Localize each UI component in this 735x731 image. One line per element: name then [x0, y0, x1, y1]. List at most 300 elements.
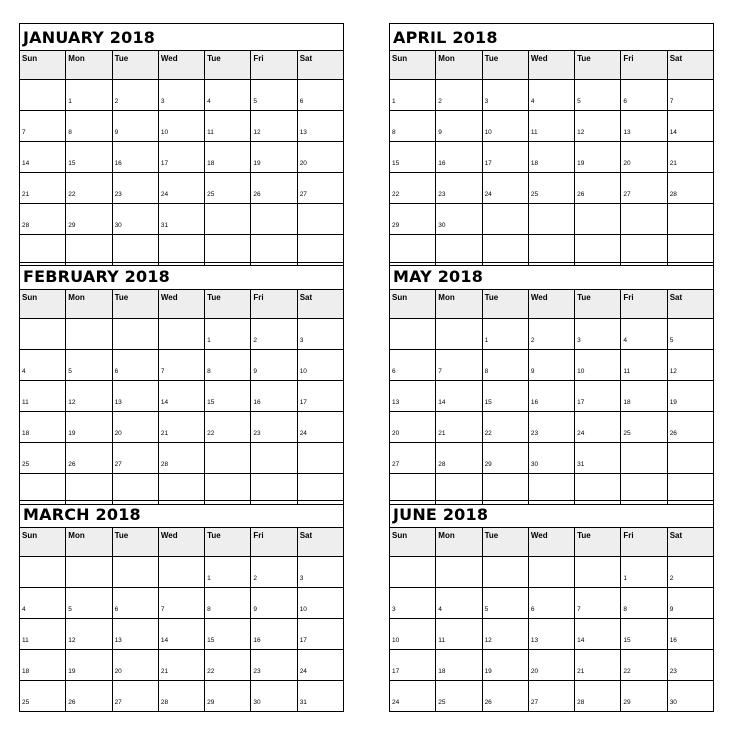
day-cell: 23 — [112, 173, 158, 204]
week-row — [20, 204, 344, 235]
weekday-header: Sun — [390, 51, 436, 80]
day-cell — [621, 443, 667, 474]
week-row — [390, 204, 714, 235]
day-cell — [575, 235, 621, 266]
day-cell: 14 — [436, 381, 482, 412]
day-cell: 19 — [575, 142, 621, 173]
weekday-header: Wed — [528, 528, 574, 557]
day-cell — [667, 443, 713, 474]
day-cell: 25 — [20, 443, 66, 474]
day-cell: 22 — [205, 650, 251, 681]
day-cell: 8 — [482, 350, 528, 381]
day-cell: 3 — [575, 319, 621, 350]
month-calendar — [19, 262, 344, 505]
week-row — [20, 235, 344, 266]
weekday-header: Tue — [112, 290, 158, 319]
weekday-header: Tue — [482, 290, 528, 319]
day-cell: 30 — [251, 681, 297, 712]
day-cell: 18 — [436, 650, 482, 681]
day-cell: 27 — [390, 443, 436, 474]
day-cell — [575, 204, 621, 235]
weekday-header: Sat — [297, 290, 343, 319]
week-row — [20, 650, 344, 681]
day-cell: 8 — [205, 350, 251, 381]
day-cell: 15 — [66, 142, 112, 173]
day-cell: 21 — [667, 142, 713, 173]
day-cell: 10 — [297, 350, 343, 381]
day-cell: 6 — [621, 80, 667, 111]
day-cell: 17 — [297, 619, 343, 650]
day-cell — [482, 235, 528, 266]
day-cell — [482, 204, 528, 235]
day-cell — [112, 557, 158, 588]
weekday-header: Sat — [297, 51, 343, 80]
weekday-header: Fri — [621, 51, 667, 80]
weekday-header: Fri — [251, 51, 297, 80]
month-calendar — [389, 262, 714, 505]
day-cell: 10 — [390, 619, 436, 650]
day-cell: 9 — [436, 111, 482, 142]
day-cell — [66, 319, 112, 350]
day-cell: 17 — [390, 650, 436, 681]
day-cell: 24 — [297, 412, 343, 443]
weekday-header: Sat — [667, 51, 713, 80]
day-cell: 30 — [528, 443, 574, 474]
weekday-header: Tue — [205, 290, 251, 319]
day-cell: 3 — [158, 80, 204, 111]
day-cell: 13 — [621, 111, 667, 142]
day-cell — [205, 443, 251, 474]
day-cell: 31 — [158, 204, 204, 235]
day-cell: 7 — [436, 350, 482, 381]
day-cell: 1 — [66, 80, 112, 111]
week-row — [390, 111, 714, 142]
day-cell: 3 — [390, 588, 436, 619]
day-cell: 18 — [20, 650, 66, 681]
weekday-header: Tue — [575, 51, 621, 80]
week-row — [20, 412, 344, 443]
day-cell: 13 — [112, 381, 158, 412]
day-cell: 10 — [158, 111, 204, 142]
week-row — [20, 142, 344, 173]
day-cell: 6 — [297, 80, 343, 111]
day-cell: 19 — [251, 142, 297, 173]
day-cell: 14 — [20, 142, 66, 173]
week-row — [390, 588, 714, 619]
day-cell — [251, 204, 297, 235]
day-cell: 25 — [528, 173, 574, 204]
day-cell: 26 — [66, 443, 112, 474]
day-cell: 19 — [667, 381, 713, 412]
day-cell: 18 — [528, 142, 574, 173]
week-row — [20, 619, 344, 650]
day-cell: 6 — [112, 588, 158, 619]
weekday-header: Fri — [621, 290, 667, 319]
day-cell — [205, 204, 251, 235]
day-cell: 16 — [112, 142, 158, 173]
day-cell: 22 — [621, 650, 667, 681]
day-cell: 13 — [112, 619, 158, 650]
day-cell: 2 — [528, 319, 574, 350]
day-cell: 29 — [390, 204, 436, 235]
day-cell — [66, 557, 112, 588]
day-cell: 8 — [66, 111, 112, 142]
day-cell: 4 — [436, 588, 482, 619]
day-cell: 9 — [112, 111, 158, 142]
weekday-header: Mon — [66, 290, 112, 319]
weekday-header: Mon — [66, 528, 112, 557]
week-row — [390, 80, 714, 111]
day-cell: 27 — [112, 443, 158, 474]
day-cell: 22 — [205, 412, 251, 443]
day-cell: 6 — [528, 588, 574, 619]
day-cell: 3 — [482, 80, 528, 111]
day-cell: 20 — [528, 650, 574, 681]
day-cell: 19 — [66, 650, 112, 681]
day-cell: 16 — [667, 619, 713, 650]
week-row — [390, 142, 714, 173]
day-cell: 10 — [575, 350, 621, 381]
day-cell — [436, 235, 482, 266]
day-cell — [621, 204, 667, 235]
day-cell: 30 — [112, 204, 158, 235]
day-cell — [528, 204, 574, 235]
day-cell: 9 — [251, 588, 297, 619]
day-cell — [528, 235, 574, 266]
day-cell — [482, 557, 528, 588]
weekday-header: Fri — [621, 528, 667, 557]
day-cell: 4 — [20, 588, 66, 619]
week-row — [20, 350, 344, 381]
day-cell: 3 — [297, 319, 343, 350]
day-cell: 31 — [297, 681, 343, 712]
week-row — [20, 443, 344, 474]
week-row — [20, 173, 344, 204]
day-cell: 12 — [482, 619, 528, 650]
day-cell: 23 — [251, 412, 297, 443]
day-cell: 5 — [667, 319, 713, 350]
day-cell: 28 — [158, 443, 204, 474]
weekday-header: Sun — [20, 290, 66, 319]
day-cell: 31 — [575, 443, 621, 474]
day-cell: 1 — [205, 557, 251, 588]
day-cell: 8 — [390, 111, 436, 142]
day-cell: 15 — [621, 619, 667, 650]
day-cell: 9 — [667, 588, 713, 619]
day-cell: 24 — [482, 173, 528, 204]
day-cell — [20, 319, 66, 350]
month-calendar — [19, 23, 344, 266]
weekday-header: Tue — [205, 528, 251, 557]
month-title: APRIL 2018 — [390, 24, 714, 51]
weekday-header: Sun — [20, 51, 66, 80]
day-cell — [112, 319, 158, 350]
day-cell: 1 — [205, 319, 251, 350]
week-row — [390, 173, 714, 204]
day-cell: 13 — [528, 619, 574, 650]
weekday-header: Mon — [436, 528, 482, 557]
day-cell: 21 — [575, 650, 621, 681]
day-cell: 23 — [667, 650, 713, 681]
day-cell: 11 — [205, 111, 251, 142]
day-cell: 28 — [667, 173, 713, 204]
day-cell: 4 — [621, 319, 667, 350]
week-row — [20, 111, 344, 142]
day-cell: 2 — [667, 557, 713, 588]
day-cell: 2 — [251, 319, 297, 350]
day-cell: 26 — [575, 173, 621, 204]
day-cell: 21 — [20, 173, 66, 204]
day-cell: 27 — [112, 681, 158, 712]
day-cell: 26 — [251, 173, 297, 204]
day-cell: 22 — [390, 173, 436, 204]
day-cell — [667, 235, 713, 266]
week-row — [390, 443, 714, 474]
day-cell: 17 — [297, 381, 343, 412]
day-cell — [20, 235, 66, 266]
week-row — [390, 650, 714, 681]
week-row — [20, 681, 344, 712]
day-cell: 27 — [621, 173, 667, 204]
weekday-header: Tue — [575, 290, 621, 319]
day-cell: 30 — [436, 204, 482, 235]
day-cell: 10 — [482, 111, 528, 142]
month-calendar — [389, 500, 714, 712]
week-row — [390, 319, 714, 350]
week-row — [390, 412, 714, 443]
week-row — [390, 619, 714, 650]
day-cell: 17 — [158, 142, 204, 173]
day-cell: 26 — [66, 681, 112, 712]
day-cell: 28 — [20, 204, 66, 235]
weekday-header: Tue — [575, 528, 621, 557]
day-cell: 10 — [297, 588, 343, 619]
weekday-header: Fri — [251, 528, 297, 557]
weekday-header: Wed — [528, 290, 574, 319]
day-cell: 21 — [436, 412, 482, 443]
day-cell: 26 — [482, 681, 528, 712]
day-cell: 6 — [390, 350, 436, 381]
week-row — [20, 381, 344, 412]
weekday-header: Wed — [528, 51, 574, 80]
day-cell: 5 — [66, 350, 112, 381]
weekday-header: Mon — [436, 290, 482, 319]
weekday-header: Sat — [667, 528, 713, 557]
day-cell: 4 — [20, 350, 66, 381]
day-cell: 7 — [158, 350, 204, 381]
day-cell: 15 — [482, 381, 528, 412]
day-cell — [158, 235, 204, 266]
day-cell: 14 — [158, 619, 204, 650]
day-cell — [436, 557, 482, 588]
week-row — [20, 319, 344, 350]
day-cell: 25 — [205, 173, 251, 204]
day-cell: 21 — [158, 412, 204, 443]
day-cell: 8 — [621, 588, 667, 619]
week-row — [20, 588, 344, 619]
day-cell: 17 — [482, 142, 528, 173]
day-cell: 6 — [112, 350, 158, 381]
day-cell: 20 — [112, 650, 158, 681]
weekday-header: Sun — [390, 290, 436, 319]
day-cell: 18 — [205, 142, 251, 173]
day-cell — [66, 235, 112, 266]
weekday-header: Wed — [158, 51, 204, 80]
day-cell: 20 — [390, 412, 436, 443]
day-cell: 29 — [205, 681, 251, 712]
day-cell — [575, 557, 621, 588]
day-cell: 11 — [20, 619, 66, 650]
day-cell: 11 — [436, 619, 482, 650]
day-cell: 23 — [436, 173, 482, 204]
day-cell: 4 — [205, 80, 251, 111]
day-cell: 5 — [482, 588, 528, 619]
day-cell: 20 — [297, 142, 343, 173]
day-cell — [251, 443, 297, 474]
day-cell: 5 — [251, 80, 297, 111]
day-cell: 5 — [66, 588, 112, 619]
day-cell — [20, 557, 66, 588]
day-cell: 18 — [621, 381, 667, 412]
day-cell: 16 — [251, 381, 297, 412]
week-row — [390, 681, 714, 712]
day-cell: 24 — [158, 173, 204, 204]
day-cell: 20 — [112, 412, 158, 443]
day-cell: 27 — [528, 681, 574, 712]
day-cell: 22 — [482, 412, 528, 443]
week-row — [20, 557, 344, 588]
day-cell — [158, 557, 204, 588]
weekday-header: Wed — [158, 528, 204, 557]
day-cell: 14 — [575, 619, 621, 650]
day-cell: 12 — [66, 619, 112, 650]
day-cell: 15 — [205, 619, 251, 650]
day-cell: 7 — [575, 588, 621, 619]
day-cell: 16 — [251, 619, 297, 650]
day-cell: 22 — [66, 173, 112, 204]
day-cell: 25 — [621, 412, 667, 443]
day-cell: 5 — [575, 80, 621, 111]
day-cell: 19 — [66, 412, 112, 443]
week-row — [20, 80, 344, 111]
day-cell: 23 — [251, 650, 297, 681]
month-title: MARCH 2018 — [20, 501, 344, 528]
month-title: MAY 2018 — [390, 263, 714, 290]
day-cell: 16 — [528, 381, 574, 412]
weekday-header: Tue — [482, 528, 528, 557]
day-cell: 28 — [575, 681, 621, 712]
week-row — [390, 235, 714, 266]
day-cell — [667, 204, 713, 235]
day-cell: 4 — [528, 80, 574, 111]
day-cell: 11 — [528, 111, 574, 142]
day-cell: 29 — [66, 204, 112, 235]
day-cell — [390, 557, 436, 588]
day-cell: 14 — [158, 381, 204, 412]
day-cell: 13 — [390, 381, 436, 412]
day-cell: 7 — [667, 80, 713, 111]
day-cell: 15 — [205, 381, 251, 412]
day-cell — [112, 235, 158, 266]
day-cell: 9 — [528, 350, 574, 381]
day-cell: 29 — [621, 681, 667, 712]
month-title: FEBRUARY 2018 — [20, 263, 344, 290]
day-cell: 2 — [251, 557, 297, 588]
day-cell — [436, 319, 482, 350]
day-cell: 25 — [20, 681, 66, 712]
day-cell: 13 — [297, 111, 343, 142]
day-cell: 11 — [621, 350, 667, 381]
day-cell: 27 — [297, 173, 343, 204]
day-cell: 9 — [251, 350, 297, 381]
weekday-header: Tue — [112, 51, 158, 80]
day-cell: 7 — [158, 588, 204, 619]
day-cell: 11 — [20, 381, 66, 412]
day-cell: 14 — [667, 111, 713, 142]
month-title: JANUARY 2018 — [20, 24, 344, 51]
day-cell — [297, 204, 343, 235]
day-cell — [297, 235, 343, 266]
day-cell: 28 — [436, 443, 482, 474]
day-cell: 25 — [436, 681, 482, 712]
weekday-header: Sun — [20, 528, 66, 557]
day-cell: 17 — [575, 381, 621, 412]
day-cell: 1 — [390, 80, 436, 111]
week-row — [390, 381, 714, 412]
day-cell: 18 — [20, 412, 66, 443]
day-cell: 12 — [575, 111, 621, 142]
day-cell: 28 — [158, 681, 204, 712]
weekday-header: Sun — [390, 528, 436, 557]
week-row — [390, 350, 714, 381]
day-cell — [158, 319, 204, 350]
day-cell — [621, 235, 667, 266]
month-title: JUNE 2018 — [390, 501, 714, 528]
day-cell: 1 — [621, 557, 667, 588]
weekday-header: Tue — [112, 528, 158, 557]
day-cell: 16 — [436, 142, 482, 173]
day-cell: 12 — [66, 381, 112, 412]
month-calendar — [389, 23, 714, 266]
day-cell — [297, 443, 343, 474]
day-cell — [528, 557, 574, 588]
day-cell: 15 — [390, 142, 436, 173]
weekday-header: Mon — [66, 51, 112, 80]
day-cell: 12 — [667, 350, 713, 381]
weekday-header: Sat — [667, 290, 713, 319]
day-cell — [251, 235, 297, 266]
weekday-header: Tue — [205, 51, 251, 80]
day-cell: 24 — [575, 412, 621, 443]
day-cell: 12 — [251, 111, 297, 142]
weekday-header: Fri — [251, 290, 297, 319]
weekday-header: Wed — [158, 290, 204, 319]
day-cell: 24 — [390, 681, 436, 712]
day-cell — [205, 235, 251, 266]
weekday-header: Tue — [482, 51, 528, 80]
day-cell — [390, 235, 436, 266]
day-cell: 2 — [436, 80, 482, 111]
day-cell: 7 — [20, 111, 66, 142]
day-cell: 29 — [482, 443, 528, 474]
day-cell — [390, 319, 436, 350]
day-cell: 2 — [112, 80, 158, 111]
day-cell: 3 — [297, 557, 343, 588]
day-cell: 20 — [621, 142, 667, 173]
day-cell: 8 — [205, 588, 251, 619]
day-cell: 21 — [158, 650, 204, 681]
day-cell: 26 — [667, 412, 713, 443]
